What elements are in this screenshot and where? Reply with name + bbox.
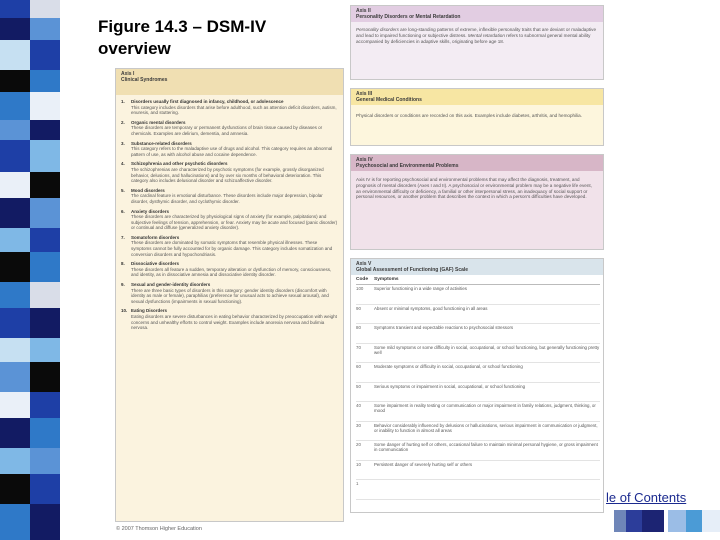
- gaf-symptom: Absent or minimal symptoms, good functioning in all areas: [374, 304, 600, 324]
- gaf-symptom: [374, 480, 600, 500]
- stripe-block: [30, 70, 60, 92]
- axis-iii-label: Axis III: [356, 91, 373, 97]
- item-number: 5.: [121, 187, 125, 193]
- nav-color-square: [606, 510, 614, 532]
- item-description: The schizophrenias are characterized by psychotic symptoms (for example, grossly disorganized behavior, delusions, and hallucinations) and by over six months of behavioral deterioration. This category also includes delusional disorder and schizoaffective disorder.: [131, 166, 324, 184]
- gaf-code: 10: [356, 460, 374, 480]
- gaf-row: [356, 304, 600, 324]
- stripe-block: [0, 198, 30, 228]
- gaf-header-row: [356, 275, 600, 285]
- gaf-code: 90: [356, 304, 374, 324]
- axis-iii-header: [351, 89, 603, 105]
- stripe-block: [0, 448, 30, 474]
- stripe-block: [30, 282, 60, 308]
- gaf-symptom: Behavior considerably influenced by delusions or hallucinations, serious impairment in communication or judgment, or inability to function in almost all areas: [374, 421, 600, 441]
- stripe-block: [30, 252, 60, 282]
- item-description: This category refers to the maladaptive use of drugs and alcohol. This category requires an abnormal pattern of use, as with alcohol abuse and cocaine dependence.: [131, 146, 333, 157]
- gaf-row: [356, 480, 600, 500]
- gaf-code: 60: [356, 363, 374, 383]
- item-number: 1.: [121, 99, 125, 104]
- stripe-block: [0, 282, 30, 308]
- stripe-block: [30, 474, 60, 504]
- axis-ii-text: [351, 22, 603, 46]
- axis-iv-title: Psychosocial and Environmental Problems: [356, 163, 459, 169]
- table-of-contents-link[interactable]: le of Contents: [606, 490, 687, 505]
- gaf-row: [356, 324, 600, 344]
- stripe-block: [0, 18, 30, 40]
- gaf-symptom: Symptoms transient and expectable reactions to psychosocial stressors: [374, 324, 600, 344]
- stripe-block: [0, 140, 30, 172]
- axis-iii-text: Physical disorders or conditions are recorded on this axis. Examples include diabetes, arthritis, and hemophilia.: [356, 113, 582, 118]
- stripe-block: [0, 70, 30, 92]
- item-title: Somatoform disorders: [131, 234, 180, 240]
- axis-i-item: [121, 261, 338, 278]
- stripe-block: [30, 0, 60, 18]
- stripe-block: [0, 392, 30, 418]
- gaf-row: [356, 460, 600, 480]
- item-title: Organic mental disorders: [131, 119, 186, 125]
- gaf-row: [356, 402, 600, 422]
- stripe-block: [30, 338, 60, 362]
- axis-i-item: [121, 282, 338, 304]
- nav-color-square: [702, 510, 720, 532]
- axis-iv-text: Axis IV is for reporting psychosocial and environmental problems that may affect the diagnosis, treatment, and prognosis of mental disorders (Axes I and II). A psychosocial or environmental problem may be a negative life event, an environmental difficulty or deficiency, a familial or other interpersonal stress, an inadequacy of social support or personal resources, or another problem that describes the context in which a person's difficulties have developed.: [356, 177, 592, 200]
- gaf-symptom: Superior functioning in a wide range of activities: [374, 285, 600, 305]
- item-title: Mood disorders: [131, 187, 165, 193]
- gaf-code: 30: [356, 421, 374, 441]
- stripe-block: [30, 198, 60, 228]
- stripe-block: [30, 92, 60, 120]
- item-description: These disorders all feature a sudden, temporary alteration or dysfunction of memory, consciousness, and identity, as in dissociative amnesia and dissociative identity disorder.: [131, 266, 332, 278]
- axis-iv-label: Axis IV: [356, 157, 373, 163]
- copyright-credit: © 2007 Thomson Higher Education: [116, 526, 202, 532]
- gaf-code: 50: [356, 382, 374, 402]
- stripe-block: [0, 338, 30, 362]
- item-number: 2.: [121, 119, 125, 125]
- gaf-symptom: Moderate symptoms or difficulty in social, occupational, or school functioning: [374, 363, 600, 383]
- gaf-table: [356, 275, 600, 500]
- item-number: 6.: [121, 208, 125, 214]
- item-number: 8.: [121, 261, 125, 267]
- axis-iv-header: [351, 155, 603, 171]
- axis-ii-panel: [350, 5, 604, 80]
- axis-v-title: Global Assessment of Functioning (GAF) Scale: [356, 267, 469, 273]
- axis-v-label: Axis V: [356, 261, 372, 267]
- stripe-block: [0, 252, 30, 282]
- gaf-symptom: Some impairment in reality testing or communication or major impairment in family relations, judgment, thinking, or mood: [374, 402, 600, 422]
- slide-title: Figure 14.3 – DSM-IV overview: [98, 17, 267, 58]
- gaf-row: [356, 382, 600, 402]
- stripe-block: [30, 228, 60, 252]
- gaf-code: 70: [356, 343, 374, 363]
- gaf-row: [356, 441, 600, 461]
- axis-i-item: [121, 188, 338, 205]
- axis-iii-title: General Medical Conditions: [356, 97, 422, 103]
- stripe-block: [30, 40, 60, 70]
- term-mental-retardation: Mental retardation: [467, 32, 505, 38]
- stripe-block: [0, 0, 30, 18]
- axis-ii-text-2: refers to subnormal general mental ability accompanied by deficiencies in adaptive skills, originating before age 18.: [356, 32, 591, 44]
- item-description: The cardinal feature is emotional disturbance. These disorders include major depression, bipolar disorder, dysthymic disorder, and cyclothymic disorder.: [131, 193, 323, 204]
- axis-i-item: [121, 141, 338, 158]
- axis-ii-header: [351, 6, 603, 22]
- axis-v-panel: [350, 258, 604, 513]
- nav-color-square: [686, 510, 702, 532]
- gaf-row: [356, 421, 600, 441]
- stripe-block: [30, 448, 60, 474]
- gaf-symptom: Serious symptoms or impairment in social, occupational, or school functioning: [374, 382, 600, 402]
- item-description: There are three basic types of disorders in this category: gender identity disorders (discomfort with identity as male or female), paraphilias (preference for unusual acts to achieve sexual arousal), and sexual dysfunctions (impairments in sexual functioning).: [131, 287, 329, 304]
- axis-ii-text-1: are long-standing patterns of extreme, inflexible personality traits that are deviant or maladaptive and lead to impaired functioning or subjective distress.: [356, 27, 597, 38]
- axis-i-item: [121, 308, 338, 330]
- axis-i-panel: [115, 68, 344, 522]
- nav-color-square: [626, 510, 642, 532]
- item-title: Substance-related disorders: [131, 140, 192, 146]
- axis-i-item: [121, 235, 338, 257]
- item-title: Dissociative disorders: [131, 261, 180, 267]
- item-description: These disorders are dominated by somatic symptoms that resemble physical illnesses. These symptoms cannot be fully accounted for by organic damage. This category includes somatization and conversion disorders and hypochondriasis.: [131, 240, 333, 257]
- stripe-block: [30, 392, 60, 418]
- item-description: These disorders are temporary or permanent dysfunctions of brain tissue caused by diseases or chemicals. Examples are delirium, dementia, and amnesia.: [131, 125, 323, 136]
- nav-color-square: [614, 510, 626, 532]
- stripe-block: [30, 308, 60, 338]
- item-description: These disorders are characterized by physiological signs of anxiety (for example, palpitations) and subjective feelings of tension, apprehension, or fear. Anxiety may be acute and focused (panic disorder) or continual and diffuse (generalized anxiety disorder).: [131, 214, 338, 231]
- gaf-code: 80: [356, 324, 374, 344]
- item-title: Sexual and gender-identity disorders: [131, 282, 211, 288]
- stripe-block: [30, 504, 60, 540]
- axis-i-item: [121, 120, 338, 137]
- item-number: 7.: [121, 234, 125, 240]
- item-number: 10.: [121, 308, 128, 314]
- nav-color-bar: [606, 510, 720, 532]
- item-title: Eating Disorders: [131, 308, 168, 314]
- gaf-symptom: Some danger of hurting self or others, occasional failure to maintain minimal personal hygiene, or gross impairment in communication: [374, 441, 600, 461]
- item-number: 3.: [121, 140, 125, 146]
- stripe-block: [0, 308, 30, 338]
- stripe-block: [30, 120, 60, 140]
- axis-i-item: [121, 161, 338, 183]
- axis-i-item: [121, 209, 338, 231]
- term-personality-disorders: Personality disorders: [356, 27, 399, 32]
- axis-ii-title: Personality Disorders or Mental Retardation: [356, 14, 461, 20]
- stripe-block: [0, 228, 30, 252]
- item-number: 4.: [121, 161, 125, 167]
- stripe-block: [0, 504, 30, 540]
- gaf-code: 100: [356, 285, 374, 305]
- stripe-block: [30, 362, 60, 392]
- axis-ii-label: Axis II: [356, 8, 371, 14]
- axis-i-header: [116, 69, 343, 95]
- stripe-block: [0, 418, 30, 448]
- gaf-symptoms-header: Symptoms: [374, 275, 600, 285]
- gaf-code: 1: [356, 480, 374, 500]
- gaf-symptom: Persistent danger of severely hurting self or others: [374, 460, 600, 480]
- decorative-stripe: [0, 0, 60, 540]
- gaf-symptom: Some mild symptoms or some difficulty in social, occupational, or school functioning, but generally functioning pretty well: [374, 343, 600, 363]
- axis-iv-panel: [350, 154, 604, 250]
- stripe-block: [30, 18, 60, 40]
- gaf-code: 20: [356, 441, 374, 461]
- gaf-row: [356, 363, 600, 383]
- stripe-block: [0, 474, 30, 504]
- axis-i-label: Axis I: [121, 71, 135, 77]
- stripe-block: [0, 120, 30, 140]
- nav-color-square: [642, 510, 664, 532]
- stripe-block: [30, 172, 60, 198]
- nav-color-square: [668, 510, 686, 532]
- item-title: Disorders usually first diagnosed in infancy, childhood, or adolescence: [131, 99, 284, 104]
- stripe-block: [0, 92, 30, 120]
- gaf-row: [356, 343, 600, 363]
- stripe-block: [30, 140, 60, 172]
- item-title: Schizophrenia and other psychotic disorders: [131, 161, 228, 167]
- item-number: 9.: [121, 282, 125, 288]
- stripe-block: [30, 418, 60, 448]
- gaf-code: 40: [356, 402, 374, 422]
- item-title: Anxiety disorders: [131, 208, 170, 214]
- item-description: This category includes disorders that arise before adulthood, such as attention deficit disorders, autism, enuresis, and stuttering.: [131, 104, 337, 116]
- item-description: Eating disorders are severe disturbances in eating behavior characterized by preoccupation with weight concerns and unhealthy efforts to control weight. Examples include anorexia nervosa and bulimia nervosa.: [131, 314, 337, 331]
- axis-v-header: [351, 259, 603, 275]
- axis-iii-panel: [350, 88, 604, 146]
- axis-i-item: [121, 99, 338, 116]
- stripe-block: [0, 172, 30, 198]
- stripe-block: [0, 362, 30, 392]
- gaf-row: [356, 285, 600, 305]
- axis-i-list: [116, 99, 343, 331]
- gaf-code-header: Code: [356, 275, 374, 285]
- axis-i-title: Clinical Syndromes: [121, 77, 168, 83]
- stripe-block: [0, 40, 30, 70]
